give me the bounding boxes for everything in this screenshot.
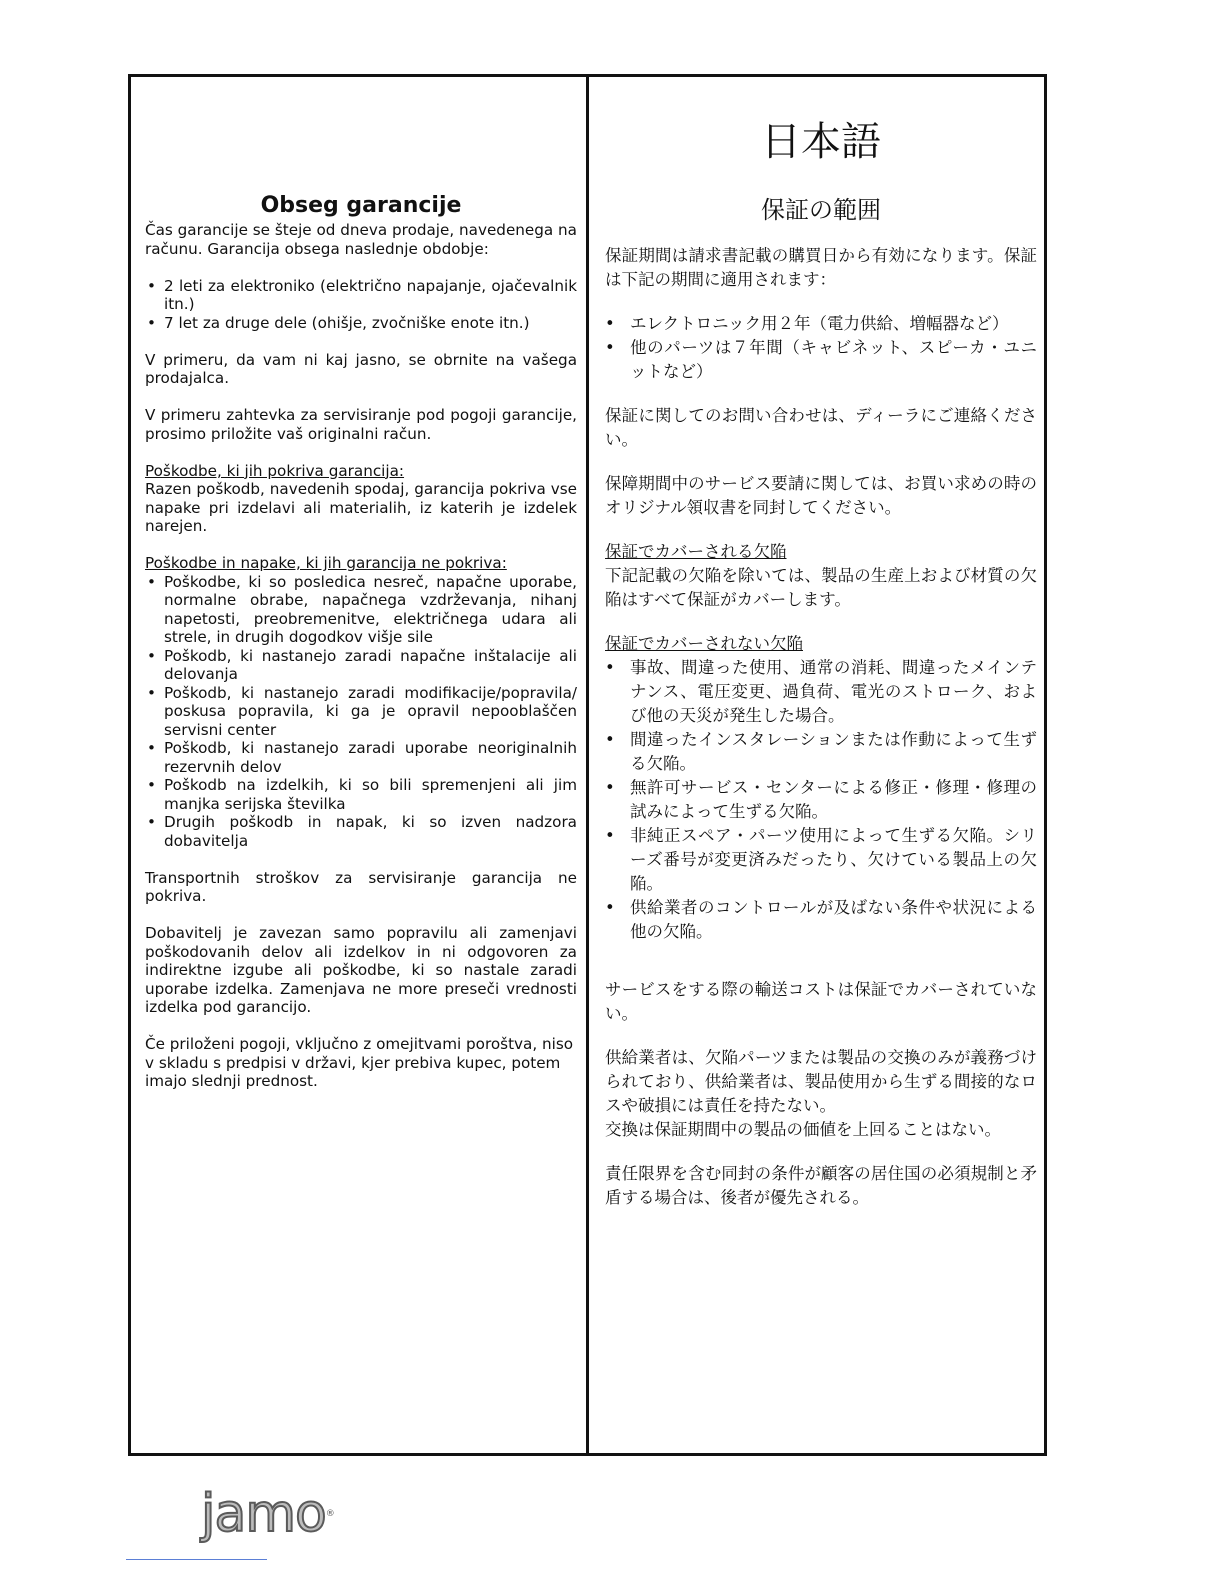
list-item: • 間違ったインスタレーションまたは作動によって生ずる欠陥。 [605, 728, 1037, 776]
left-covered-text: Razen poškodb, navedenih spodaj, garancija pokriva vse napake pri izdelavi ali materialih, iz katerih je izdelek narejen. [145, 480, 577, 535]
language-title: 日本語 [761, 119, 881, 165]
right-title: 保証の範囲 [761, 196, 881, 224]
registered-mark: ® [325, 1509, 334, 1519]
list-item: • Poškodbe, ki so posledica nesreč, napačne uporabe, normalne obrabe, napačnega vzdrževanja, nihanj napetosti, preobremenitve, električnega udara ali strele, in drugih dogodkov višje sile [145, 573, 577, 647]
list-item: • Poškodb, ki nastanejo zaradi napačne inštalacije ali delovanja [145, 647, 577, 684]
list-item: • 2 leti za elektroniko (električno napajanje, ojačevalnik itn.) [145, 277, 577, 314]
right-not-covered-heading: 保証でカバーされない欠陥 [605, 634, 803, 653]
right-intro: 保証期間は請求書記載の購買日から有効になります。保証は下記の期間に適用されます： [605, 246, 1037, 289]
right-transport: サービスをする際の輸送コストは保証でカバーされていない。 [605, 980, 1037, 1023]
slovenian-column [145, 192, 577, 1091]
left-liability: Dobavitelj je zavezan samo popravilu ali zamenjavi poškodovanih delov ali izdelkov in ni odgovoren za indirektne izgube ali poškodbe, ki so nastale zaradi uporabe izdelka. Zamenjava ne more preseči vrednosti izdelka pod garancijo. [145, 924, 577, 1016]
jamo-logo [201, 1484, 334, 1544]
list-item: • エレクトロニック用２年（電力供給、増幅器など） [605, 312, 1037, 336]
left-invoice: V primeru zahtevka za servisiranje pod pogoji garancije, prosimo priložite vaš originalni račun. [145, 406, 577, 443]
list-item: • 非純正スペア・パーツ使用によって生ずる欠陥。シリーズ番号が変更済みだったり、欠けている製品上の欠陥。 [605, 824, 1037, 896]
left-not-covered-list [145, 573, 577, 851]
right-periods-list [605, 312, 1037, 384]
right-dealer: 保証に関してのお問い合わせは、ディーラにご連絡ください。 [605, 406, 1037, 449]
list-item: • Drugih poškodb in napak, ki so izven nadzora dobavitelja [145, 813, 577, 850]
column-divider [586, 74, 589, 1456]
list-item: • 供給業者のコントロールが及ばない条件や状況による他の欠陥。 [605, 896, 1037, 944]
right-covered-text: 下記記載の欠陥を除いては、製品の生産上および材質の欠陥はすべて保証がカバーします。 [605, 566, 1037, 609]
logo-text: jamo [201, 1484, 326, 1544]
right-law: 責任限界を含む同封の条件が顧客の居住国の必須規制と矛盾する場合は、後者が優先される。 [605, 1164, 1037, 1207]
right-invoice: 保障期間中のサービス要請に関しては、お買い求めの時のオリジナル領収書を同封してください。 [605, 474, 1037, 517]
footer-rule [126, 1559, 267, 1560]
list-item: • 他のパーツは７年間（キャビネット、スピーカ・ユニットなど） [605, 336, 1037, 384]
left-intro: Čas garancije se šteje od dneva prodaje, navedenega na računu. Garancija obsega naslednje obdobje: [145, 221, 577, 258]
left-transport: Transportnih stroškov za servisiranje garancija ne pokriva. [145, 868, 577, 905]
left-law: Če priloženi pogoji, vključno z omejitvami poroštva, niso v skladu s predpisi v državi, kjer prebiva kupec, potem imajo slednji prednost. [145, 1035, 574, 1090]
list-item: • 事故、間違った使用、通常の消耗、間違ったメインテナンス、電圧変更、過負荷、電光のストローク、および他の天災が発生した場合。 [605, 656, 1037, 728]
right-not-covered-list [605, 656, 1037, 944]
left-covered-heading: Poškodbe, ki jih pokriva garancija: [145, 461, 405, 480]
left-title: Obseg garancije [260, 193, 462, 218]
list-item: • Poškodb, ki nastanejo zaradi modifikacije/popravila/ poskusa popravila, ki ga je opravil nepooblaščen servisni center [145, 684, 577, 740]
right-liability-1: 供給業者は、欠陥パーツまたは製品の交換のみが義務づけられており、供給業者は、製品使用から生ずる間接的なロスや破損には責任を持たない。 [605, 1048, 1037, 1115]
list-item: • 7 let za druge dele (ohišje, zvočniške enote itn.) [145, 314, 577, 333]
japanese-column [605, 118, 1037, 1210]
left-not-covered-heading: Poškodbe in napake, ki jih garancija ne pokriva: [145, 554, 507, 572]
left-periods-list [145, 277, 577, 333]
list-item: • 無許可サービス・センターによる修正・修理・修理の試みによって生ずる欠陥。 [605, 776, 1037, 824]
list-item: • Poškodb, ki nastanejo zaradi uporabe neoriginalnih rezervnih delov [145, 739, 577, 776]
left-dealer: V primeru, da vam ni kaj jasno, se obrnite na vašega prodajalca. [145, 350, 577, 387]
right-covered-heading: 保証でカバーされる欠陥 [605, 542, 787, 561]
right-liability-2: 交換は保証期間中の製品の価値を上回ることはない。 [605, 1120, 1001, 1139]
list-item: • Poškodb na izdelkih, ki so bili spremenjeni ali jim manjka serijska številka [145, 776, 577, 813]
